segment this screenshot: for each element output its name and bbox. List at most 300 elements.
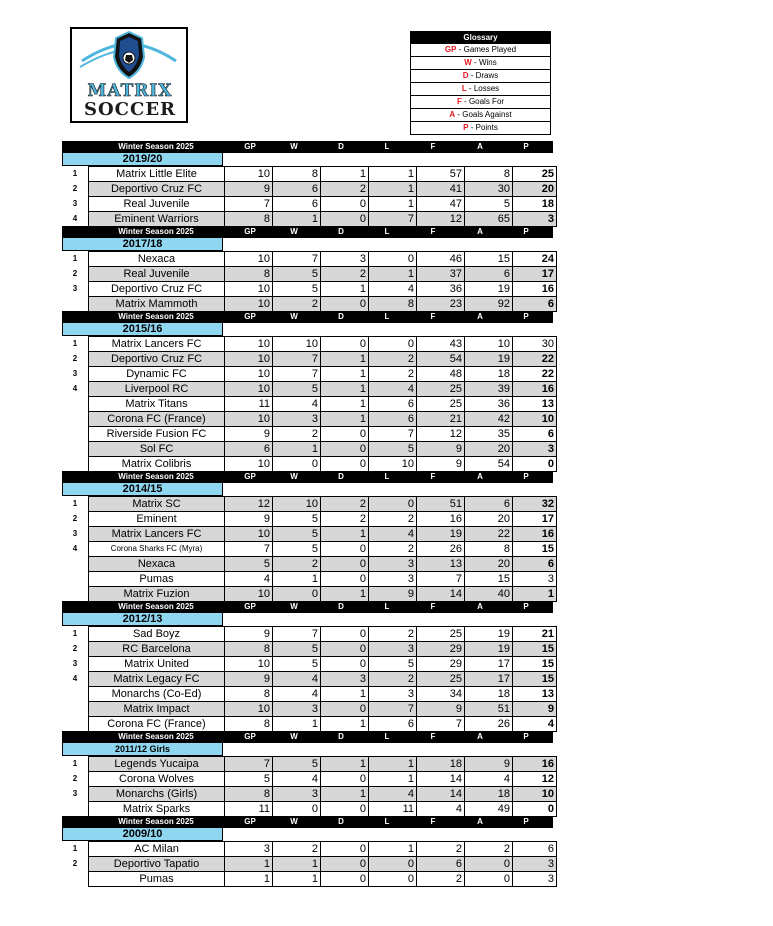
stat-cell-a: 54 bbox=[464, 456, 512, 472]
team-name-cell: Matrix Impact bbox=[88, 701, 224, 716]
stat-cell-l: 4 bbox=[368, 526, 416, 541]
stat-cell-w: 7 bbox=[272, 626, 320, 641]
stat-cell-a: 6 bbox=[464, 496, 512, 511]
table-row bbox=[62, 871, 553, 886]
stat-cell-p: 9 bbox=[512, 701, 557, 716]
stat-cell-f: 43 bbox=[416, 336, 464, 351]
stat-cell-l: 1 bbox=[368, 196, 416, 211]
column-header-d: D bbox=[338, 602, 344, 611]
table-row bbox=[62, 716, 553, 731]
stat-cell-f: 13 bbox=[416, 556, 464, 571]
glossary-item bbox=[411, 108, 550, 121]
stat-cell-p: 10 bbox=[512, 786, 557, 801]
stat-cell-gp: 10 bbox=[224, 336, 272, 351]
stat-cell-d: 1 bbox=[320, 396, 368, 411]
stat-cell-l: 1 bbox=[368, 756, 416, 771]
stat-cell-w: 0 bbox=[272, 586, 320, 602]
stat-cell-d: 1 bbox=[320, 166, 368, 181]
stat-cell-gp: 3 bbox=[224, 841, 272, 856]
stat-cell-p: 3 bbox=[512, 571, 557, 586]
team-name-cell: Corona FC (France) bbox=[88, 411, 224, 426]
column-header-f: F bbox=[430, 732, 436, 741]
team-name-cell: Corona FC (France) bbox=[88, 716, 224, 732]
glossary-item bbox=[411, 82, 550, 95]
column-header-p: P bbox=[523, 142, 529, 151]
column-header-gp: GP bbox=[244, 312, 256, 321]
team-name-cell: Pumas bbox=[88, 571, 224, 586]
table-row bbox=[62, 686, 553, 701]
stat-cell-p: 6 bbox=[512, 556, 557, 571]
column-header-gp: GP bbox=[244, 817, 256, 826]
stat-cell-a: 20 bbox=[464, 441, 512, 456]
column-header-gp: GP bbox=[244, 732, 256, 741]
table-row bbox=[62, 426, 553, 441]
stat-cell-p: 1 bbox=[512, 586, 557, 602]
stat-cell-d: 0 bbox=[320, 196, 368, 211]
table-row bbox=[62, 336, 553, 351]
stat-cell-d: 0 bbox=[320, 426, 368, 441]
season-header-bar bbox=[62, 731, 553, 743]
table-row bbox=[62, 196, 553, 211]
season-label: Winter Season 2025 bbox=[118, 732, 194, 741]
rank-number: 2 bbox=[72, 269, 78, 278]
stat-cell-a: 36 bbox=[464, 396, 512, 411]
stat-cell-a: 0 bbox=[464, 856, 512, 871]
stat-cell-l: 0 bbox=[368, 251, 416, 266]
rank-number: 1 bbox=[72, 499, 78, 508]
stat-cell-p: 24 bbox=[512, 251, 557, 266]
column-header-f: F bbox=[430, 142, 436, 151]
glossary-item bbox=[411, 69, 550, 82]
table-row bbox=[62, 366, 553, 381]
stat-cell-l: 0 bbox=[368, 871, 416, 887]
column-header-p: P bbox=[523, 732, 529, 741]
stat-cell-f: 54 bbox=[416, 351, 464, 366]
stat-cell-p: 15 bbox=[512, 641, 557, 656]
table-row bbox=[62, 586, 553, 601]
table-row bbox=[62, 411, 553, 426]
column-header-l: L bbox=[384, 602, 390, 611]
stat-cell-d: 2 bbox=[320, 266, 368, 281]
rank-number: 1 bbox=[72, 254, 78, 263]
stat-cell-f: 9 bbox=[416, 456, 464, 472]
team-name-cell: Matrix Fuzion bbox=[88, 586, 224, 602]
glossary-desc: - Games Played bbox=[456, 45, 517, 54]
stat-cell-w: 2 bbox=[272, 426, 320, 441]
rank-number: 4 bbox=[72, 214, 78, 223]
stat-cell-w: 6 bbox=[272, 181, 320, 196]
table-row bbox=[62, 511, 553, 526]
table-row bbox=[62, 756, 553, 771]
stat-cell-w: 5 bbox=[272, 656, 320, 671]
team-name-cell: Corona Sharks FC (Myra) bbox=[88, 541, 224, 556]
stat-cell-l: 10 bbox=[368, 456, 416, 472]
rank-number: 2 bbox=[72, 514, 78, 523]
stat-cell-a: 39 bbox=[464, 381, 512, 396]
stat-cell-p: 0 bbox=[512, 801, 557, 817]
rank-number: 4 bbox=[72, 384, 78, 393]
stat-cell-f: 25 bbox=[416, 671, 464, 686]
column-header-w: W bbox=[290, 602, 298, 611]
stat-cell-w: 7 bbox=[272, 366, 320, 381]
stat-cell-d: 0 bbox=[320, 571, 368, 586]
stat-cell-gp: 5 bbox=[224, 771, 272, 786]
stat-cell-a: 20 bbox=[464, 511, 512, 526]
stat-cell-a: 19 bbox=[464, 626, 512, 641]
stat-cell-w: 0 bbox=[272, 801, 320, 817]
season-label: Winter Season 2025 bbox=[118, 227, 194, 236]
age-group-label: 2012/13 bbox=[62, 613, 223, 626]
team-name-cell: Deportivo Cruz FC bbox=[88, 281, 224, 296]
standings-table bbox=[62, 141, 553, 886]
team-name-cell: AC Milan bbox=[88, 841, 224, 856]
stat-cell-l: 7 bbox=[368, 426, 416, 441]
stat-cell-w: 4 bbox=[272, 396, 320, 411]
stat-cell-a: 19 bbox=[464, 641, 512, 656]
stat-cell-d: 1 bbox=[320, 716, 368, 732]
stat-cell-gp: 6 bbox=[224, 441, 272, 456]
stat-cell-gp: 10 bbox=[224, 366, 272, 381]
stat-cell-d: 0 bbox=[320, 641, 368, 656]
stat-cell-a: 18 bbox=[464, 786, 512, 801]
stat-cell-p: 22 bbox=[512, 366, 557, 381]
stat-cell-l: 1 bbox=[368, 266, 416, 281]
stat-cell-l: 2 bbox=[368, 626, 416, 641]
stat-cell-gp: 10 bbox=[224, 166, 272, 181]
table-row bbox=[62, 841, 553, 856]
stat-cell-w: 1 bbox=[272, 856, 320, 871]
stat-cell-gp: 11 bbox=[224, 801, 272, 817]
table-row bbox=[62, 296, 553, 311]
stat-cell-gp: 9 bbox=[224, 671, 272, 686]
stat-cell-f: 34 bbox=[416, 686, 464, 701]
stat-cell-f: 4 bbox=[416, 801, 464, 817]
table-row bbox=[62, 786, 553, 801]
stat-cell-gp: 5 bbox=[224, 556, 272, 571]
stat-cell-w: 5 bbox=[272, 526, 320, 541]
table-row bbox=[62, 671, 553, 686]
stat-cell-w: 3 bbox=[272, 701, 320, 716]
stat-cell-p: 25 bbox=[512, 166, 557, 181]
team-name-cell: Sad Boyz bbox=[88, 626, 224, 641]
table-row bbox=[62, 526, 553, 541]
stat-cell-gp: 10 bbox=[224, 381, 272, 396]
stat-cell-d: 1 bbox=[320, 526, 368, 541]
column-header-l: L bbox=[384, 817, 390, 826]
stat-cell-gp: 10 bbox=[224, 296, 272, 312]
stat-cell-a: 9 bbox=[464, 756, 512, 771]
column-header-d: D bbox=[338, 472, 344, 481]
rank-number: 1 bbox=[72, 629, 78, 638]
team-name-cell: Matrix Little Elite bbox=[88, 166, 224, 181]
stat-cell-d: 0 bbox=[320, 771, 368, 786]
stat-cell-p: 15 bbox=[512, 656, 557, 671]
stat-cell-l: 8 bbox=[368, 296, 416, 312]
column-header-f: F bbox=[430, 817, 436, 826]
stat-cell-p: 15 bbox=[512, 541, 557, 556]
table-row bbox=[62, 771, 553, 786]
team-name-cell: Eminent bbox=[88, 511, 224, 526]
glossary-abbr: L bbox=[461, 84, 467, 93]
column-header-p: P bbox=[523, 472, 529, 481]
season-header-bar bbox=[62, 601, 553, 613]
stat-cell-w: 5 bbox=[272, 281, 320, 296]
stat-cell-d: 0 bbox=[320, 556, 368, 571]
glossary-desc: - Goals For bbox=[461, 97, 505, 106]
stat-cell-d: 2 bbox=[320, 181, 368, 196]
stat-cell-p: 6 bbox=[512, 841, 557, 856]
table-row bbox=[62, 396, 553, 411]
stat-cell-w: 1 bbox=[272, 871, 320, 887]
glossary-abbr: D bbox=[462, 71, 469, 80]
team-name-cell: Nexaca bbox=[88, 556, 224, 571]
stat-cell-l: 1 bbox=[368, 181, 416, 196]
column-header-w: W bbox=[290, 227, 298, 236]
stat-cell-p: 3 bbox=[512, 856, 557, 871]
column-header-gp: GP bbox=[244, 472, 256, 481]
stat-cell-d: 0 bbox=[320, 541, 368, 556]
stat-cell-a: 15 bbox=[464, 571, 512, 586]
stat-cell-a: 40 bbox=[464, 586, 512, 602]
team-name-cell: Real Juvenile bbox=[88, 196, 224, 211]
stat-cell-w: 5 bbox=[272, 266, 320, 281]
column-header-d: D bbox=[338, 732, 344, 741]
stat-cell-l: 4 bbox=[368, 381, 416, 396]
team-name-cell: Deportivo Tapatio bbox=[88, 856, 224, 871]
stat-cell-l: 0 bbox=[368, 496, 416, 511]
stat-cell-l: 7 bbox=[368, 211, 416, 227]
stat-cell-f: 46 bbox=[416, 251, 464, 266]
stat-cell-gp: 8 bbox=[224, 786, 272, 801]
table-row bbox=[62, 281, 553, 296]
column-header-p: P bbox=[523, 227, 529, 236]
column-header-f: F bbox=[430, 602, 436, 611]
stat-cell-l: 5 bbox=[368, 656, 416, 671]
stat-cell-p: 18 bbox=[512, 196, 557, 211]
stat-cell-f: 16 bbox=[416, 511, 464, 526]
stat-cell-gp: 10 bbox=[224, 281, 272, 296]
team-name-cell: Deportivo Cruz FC bbox=[88, 351, 224, 366]
stat-cell-l: 2 bbox=[368, 511, 416, 526]
stat-cell-a: 92 bbox=[464, 296, 512, 312]
stat-cell-p: 17 bbox=[512, 511, 557, 526]
glossary-item bbox=[411, 95, 550, 108]
column-header-a: A bbox=[477, 732, 483, 741]
team-name-cell: Corona Wolves bbox=[88, 771, 224, 786]
column-header-w: W bbox=[290, 472, 298, 481]
stat-cell-a: 30 bbox=[464, 181, 512, 196]
table-row bbox=[62, 856, 553, 871]
stat-cell-f: 14 bbox=[416, 586, 464, 602]
stat-cell-f: 29 bbox=[416, 656, 464, 671]
stat-cell-d: 1 bbox=[320, 381, 368, 396]
rank-number: 3 bbox=[72, 199, 78, 208]
team-name-cell: Nexaca bbox=[88, 251, 224, 266]
rank-number: 1 bbox=[72, 339, 78, 348]
team-name-cell: Deportivo Cruz FC bbox=[88, 181, 224, 196]
season-label: Winter Season 2025 bbox=[118, 817, 194, 826]
stat-cell-d: 2 bbox=[320, 511, 368, 526]
stat-cell-d: 3 bbox=[320, 251, 368, 266]
team-name-cell: Matrix SC bbox=[88, 496, 224, 511]
stat-cell-w: 3 bbox=[272, 786, 320, 801]
glossary-abbr: A bbox=[449, 110, 456, 119]
rank-number: 3 bbox=[72, 659, 78, 668]
stat-cell-d: 0 bbox=[320, 626, 368, 641]
stat-cell-w: 4 bbox=[272, 686, 320, 701]
stat-cell-d: 1 bbox=[320, 281, 368, 296]
team-name-cell: Eminent Warriors bbox=[88, 211, 224, 227]
stat-cell-a: 17 bbox=[464, 671, 512, 686]
table-row bbox=[62, 251, 553, 266]
stat-cell-l: 3 bbox=[368, 641, 416, 656]
table-row bbox=[62, 351, 553, 366]
team-name-cell: Riverside Fusion FC bbox=[88, 426, 224, 441]
stat-cell-l: 5 bbox=[368, 441, 416, 456]
glossary-desc: - Losses bbox=[466, 84, 500, 93]
stat-cell-w: 1 bbox=[272, 571, 320, 586]
stat-cell-gp: 8 bbox=[224, 686, 272, 701]
stat-cell-d: 2 bbox=[320, 496, 368, 511]
team-name-cell: Matrix Legacy FC bbox=[88, 671, 224, 686]
glossary-item bbox=[411, 56, 550, 69]
team-name-cell: Matrix Lancers FC bbox=[88, 336, 224, 351]
column-header-w: W bbox=[290, 817, 298, 826]
stat-cell-f: 51 bbox=[416, 496, 464, 511]
stat-cell-l: 6 bbox=[368, 716, 416, 732]
stat-cell-a: 42 bbox=[464, 411, 512, 426]
rank-number: 3 bbox=[72, 369, 78, 378]
stat-cell-a: 17 bbox=[464, 656, 512, 671]
stat-cell-d: 0 bbox=[320, 296, 368, 312]
stat-cell-a: 8 bbox=[464, 541, 512, 556]
season-header-bar bbox=[62, 311, 553, 323]
stat-cell-d: 1 bbox=[320, 586, 368, 602]
stat-cell-f: 9 bbox=[416, 701, 464, 716]
stat-cell-l: 2 bbox=[368, 366, 416, 381]
logo-text-matrix: MATRIX bbox=[87, 81, 173, 101]
stat-cell-p: 0 bbox=[512, 456, 557, 472]
stat-cell-p: 16 bbox=[512, 281, 557, 296]
stat-cell-l: 1 bbox=[368, 771, 416, 786]
column-header-p: P bbox=[523, 817, 529, 826]
stat-cell-d: 1 bbox=[320, 786, 368, 801]
stat-cell-w: 2 bbox=[272, 841, 320, 856]
team-name-cell: Real Juvenile bbox=[88, 266, 224, 281]
rank-number: 1 bbox=[72, 844, 78, 853]
stat-cell-l: 2 bbox=[368, 541, 416, 556]
stat-cell-p: 6 bbox=[512, 296, 557, 312]
stat-cell-gp: 12 bbox=[224, 496, 272, 511]
stat-cell-w: 1 bbox=[272, 211, 320, 227]
stat-cell-a: 49 bbox=[464, 801, 512, 817]
stat-cell-p: 17 bbox=[512, 266, 557, 281]
stat-cell-p: 10 bbox=[512, 411, 557, 426]
stat-cell-w: 2 bbox=[272, 296, 320, 312]
stat-cell-a: 18 bbox=[464, 366, 512, 381]
stat-cell-f: 25 bbox=[416, 396, 464, 411]
stat-cell-p: 12 bbox=[512, 771, 557, 786]
season-label: Winter Season 2025 bbox=[118, 142, 194, 151]
column-header-a: A bbox=[477, 817, 483, 826]
team-name-cell: Liverpool RC bbox=[88, 381, 224, 396]
stat-cell-w: 7 bbox=[272, 251, 320, 266]
glossary-abbr: F bbox=[456, 97, 462, 106]
rank-number: 1 bbox=[72, 169, 78, 178]
season-label: Winter Season 2025 bbox=[118, 602, 194, 611]
stat-cell-gp: 7 bbox=[224, 541, 272, 556]
table-row bbox=[62, 541, 553, 556]
stat-cell-gp: 9 bbox=[224, 511, 272, 526]
table-row bbox=[62, 381, 553, 396]
stat-cell-gp: 11 bbox=[224, 396, 272, 411]
stat-cell-a: 0 bbox=[464, 871, 512, 887]
age-group-label: 2015/16 bbox=[62, 323, 223, 336]
stat-cell-f: 29 bbox=[416, 641, 464, 656]
table-row bbox=[62, 181, 553, 196]
column-header-a: A bbox=[477, 142, 483, 151]
stat-cell-f: 48 bbox=[416, 366, 464, 381]
column-header-l: L bbox=[384, 142, 390, 151]
team-name-cell: Pumas bbox=[88, 871, 224, 887]
stat-cell-d: 0 bbox=[320, 441, 368, 456]
stat-cell-p: 3 bbox=[512, 211, 557, 227]
glossary-desc: - Draws bbox=[468, 71, 499, 80]
stat-cell-d: 3 bbox=[320, 671, 368, 686]
age-group-label: 2009/10 bbox=[62, 828, 223, 841]
stat-cell-w: 6 bbox=[272, 196, 320, 211]
rank-number: 4 bbox=[72, 544, 78, 553]
season-header-bar bbox=[62, 141, 553, 153]
stat-cell-gp: 8 bbox=[224, 266, 272, 281]
stat-cell-gp: 10 bbox=[224, 351, 272, 366]
column-header-f: F bbox=[430, 472, 436, 481]
stat-cell-l: 1 bbox=[368, 166, 416, 181]
table-row bbox=[62, 166, 553, 181]
stat-cell-l: 4 bbox=[368, 281, 416, 296]
stat-cell-p: 16 bbox=[512, 381, 557, 396]
stat-cell-f: 47 bbox=[416, 196, 464, 211]
column-header-l: L bbox=[384, 732, 390, 741]
stat-cell-w: 5 bbox=[272, 756, 320, 771]
stat-cell-w: 1 bbox=[272, 441, 320, 456]
column-header-d: D bbox=[338, 817, 344, 826]
stat-cell-l: 0 bbox=[368, 336, 416, 351]
stat-cell-gp: 9 bbox=[224, 426, 272, 441]
team-name-cell: Dynamic FC bbox=[88, 366, 224, 381]
stat-cell-a: 26 bbox=[464, 716, 512, 732]
stat-cell-p: 3 bbox=[512, 871, 557, 887]
table-row bbox=[62, 626, 553, 641]
stat-cell-d: 0 bbox=[320, 656, 368, 671]
rank-number: 3 bbox=[72, 284, 78, 293]
stat-cell-f: 6 bbox=[416, 856, 464, 871]
column-header-f: F bbox=[430, 227, 436, 236]
stat-cell-f: 21 bbox=[416, 411, 464, 426]
stat-cell-d: 0 bbox=[320, 456, 368, 472]
rank-number: 4 bbox=[72, 674, 78, 683]
table-row bbox=[62, 701, 553, 716]
stat-cell-a: 10 bbox=[464, 336, 512, 351]
stat-cell-gp: 7 bbox=[224, 756, 272, 771]
glossary-box bbox=[410, 31, 551, 135]
column-header-gp: GP bbox=[244, 142, 256, 151]
column-header-w: W bbox=[290, 312, 298, 321]
stat-cell-a: 20 bbox=[464, 556, 512, 571]
stat-cell-p: 16 bbox=[512, 756, 557, 771]
stat-cell-f: 26 bbox=[416, 541, 464, 556]
stat-cell-l: 1 bbox=[368, 841, 416, 856]
